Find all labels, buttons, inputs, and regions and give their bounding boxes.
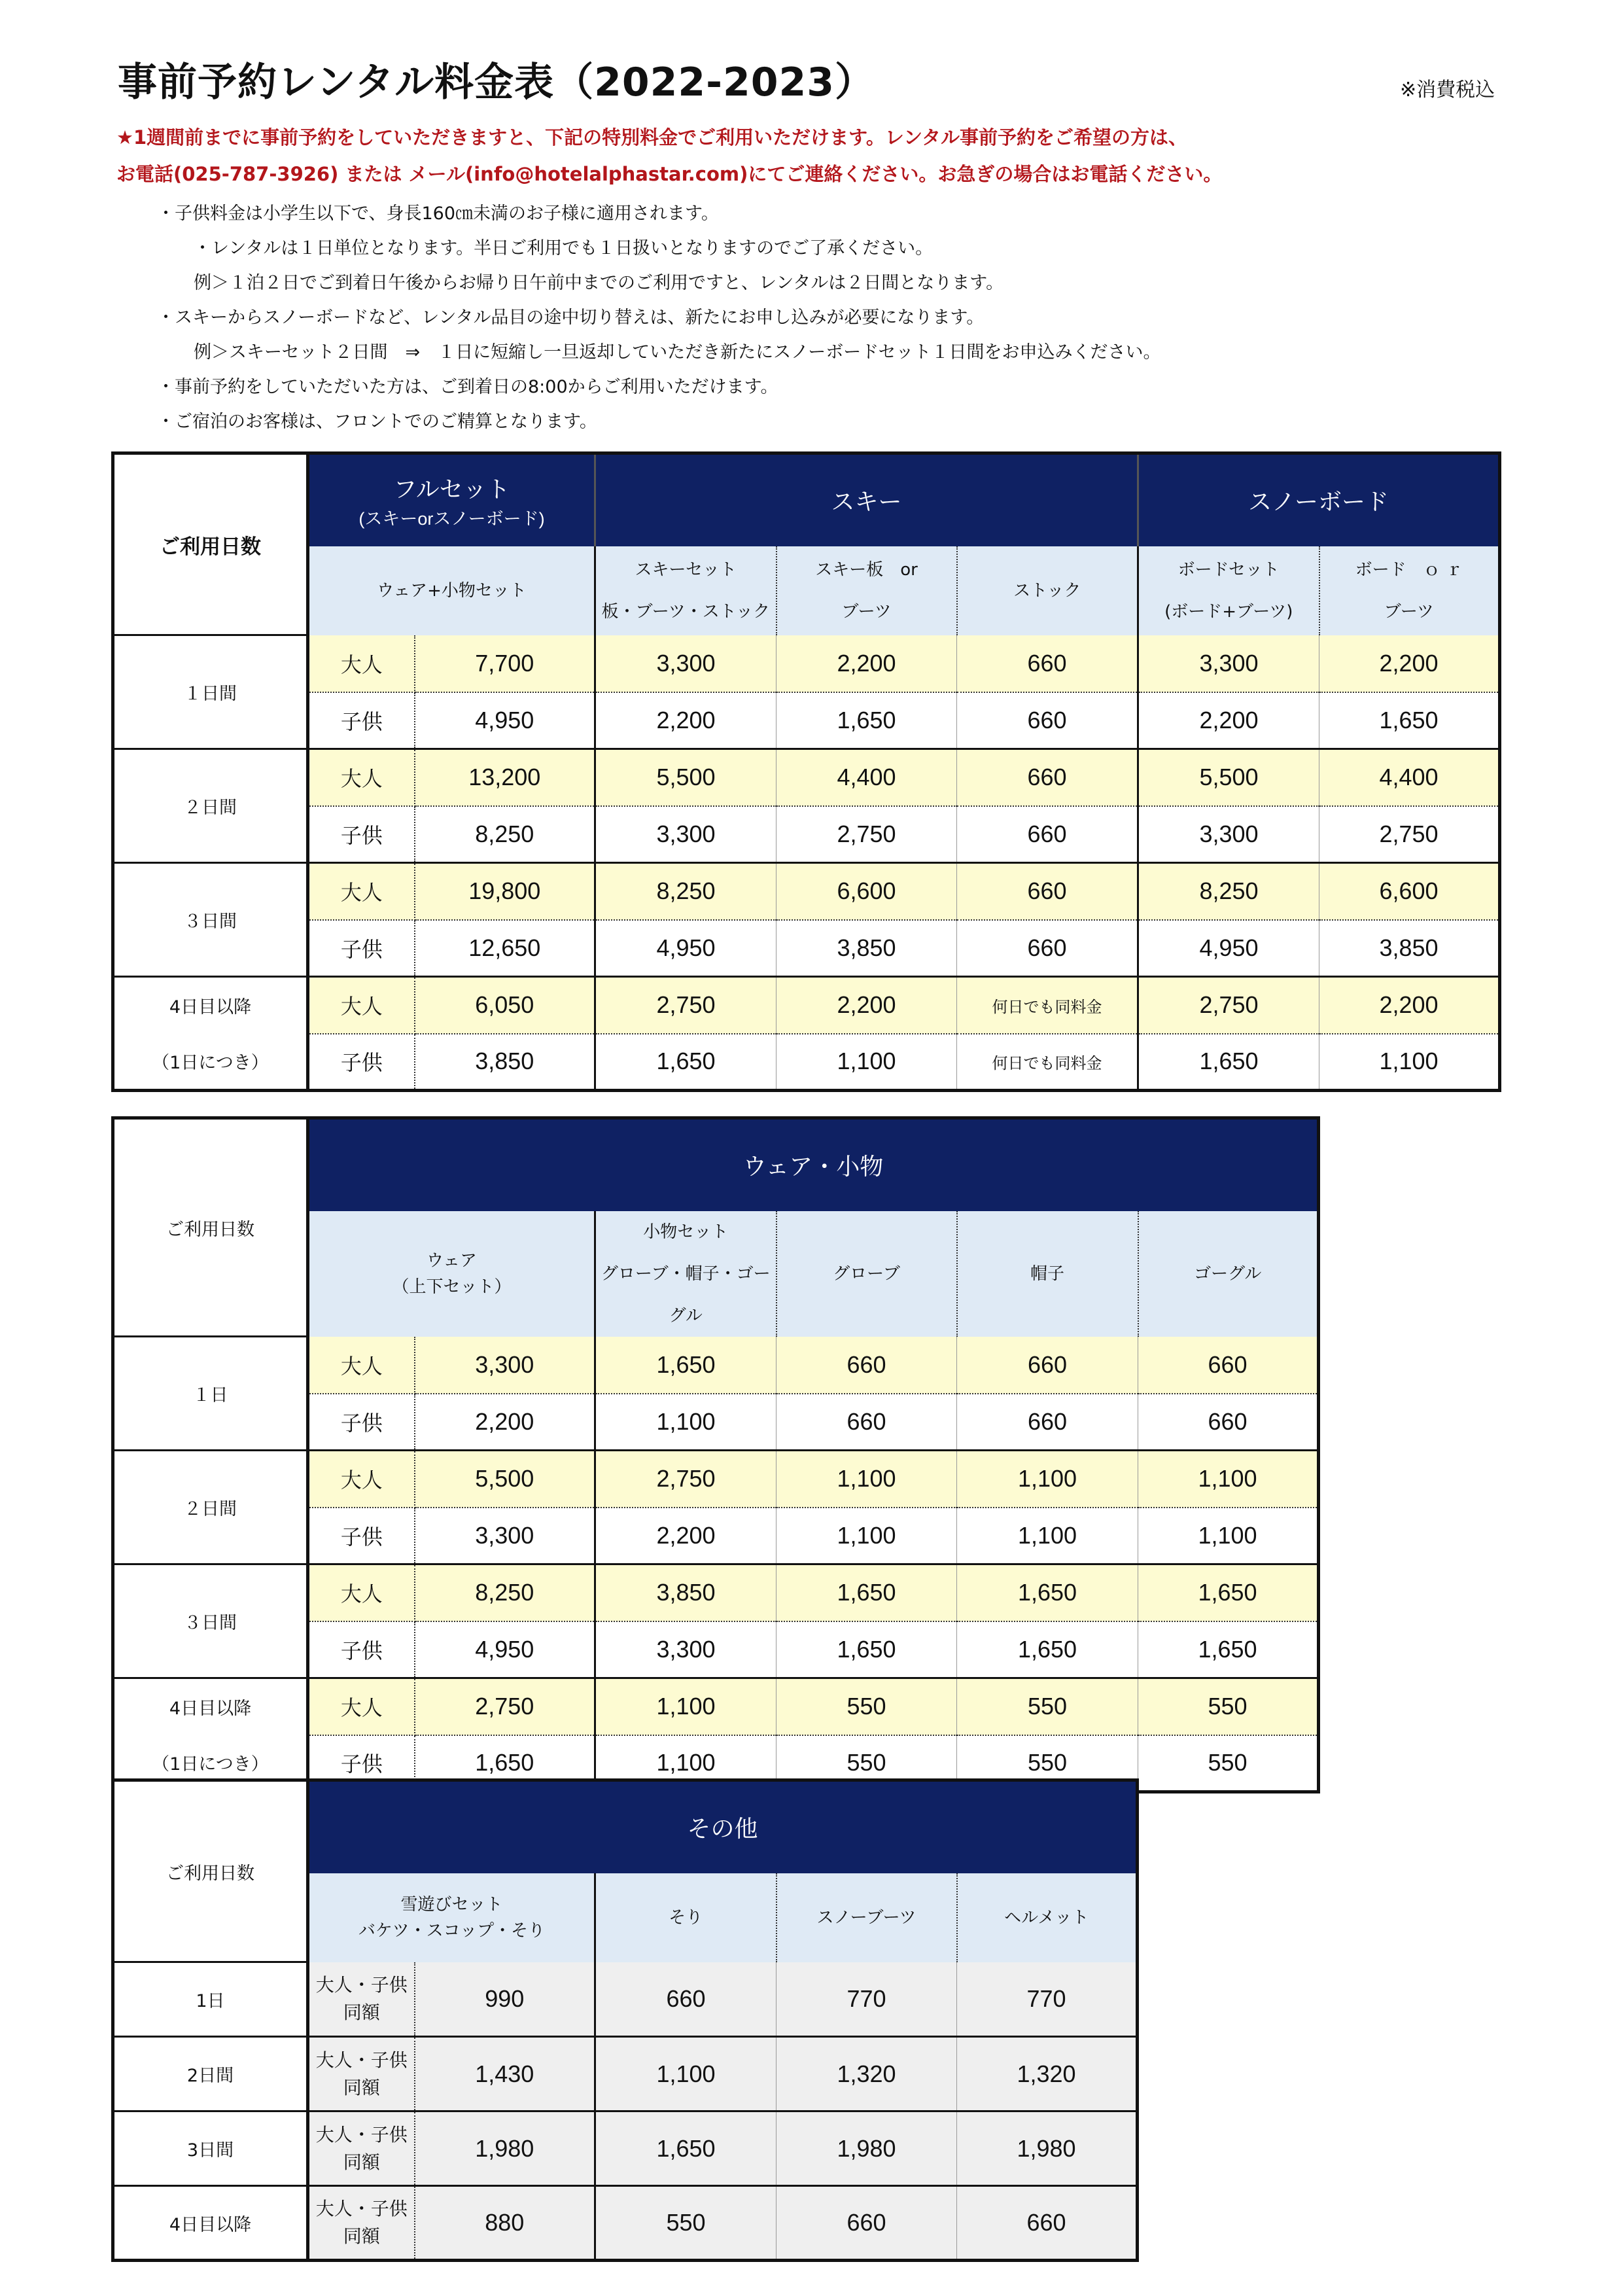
wear-accessory-rate-table — [111, 1116, 1320, 1793]
adult-label: 大人 — [308, 635, 415, 692]
price-cell: 6,600 — [1319, 863, 1500, 920]
note-item: ・子供料金は小学生以下で、身長160㎝未満のお子様に適用されます。 — [157, 203, 719, 224]
goggle-subheader: ゴーグル — [1138, 1211, 1319, 1337]
child-label: 子供 — [308, 692, 415, 749]
notes-list — [157, 196, 1161, 439]
board-subheader — [1319, 546, 1500, 635]
same-price-line1: 大人・子供 — [315, 2049, 408, 2071]
fullset-group-header — [308, 453, 595, 546]
adult-label: 大人 — [308, 1337, 415, 1394]
adult-label: 大人 — [308, 1564, 415, 1621]
table-row — [113, 2186, 1138, 2261]
snowboard-group-header: スノーボード — [1138, 453, 1500, 546]
price-cell: 3,300 — [415, 1508, 595, 1564]
price-cell: 2,200 — [595, 692, 777, 749]
price-cell: 2,200 — [415, 1394, 595, 1451]
price-cell: 2,750 — [777, 806, 957, 863]
helmet-subheader: ヘルメット — [957, 1873, 1138, 1962]
price-cell: 660 — [595, 1962, 777, 2037]
same-price-line1: 大人・子供 — [315, 1973, 408, 1996]
price-cell: 1,650 — [777, 1621, 957, 1678]
price-cell: 1,980 — [415, 2111, 595, 2186]
price-cell: 3,850 — [1319, 920, 1500, 977]
snowboots-subheader: スノーブーツ — [777, 1873, 957, 1962]
other-group-header: その他 — [308, 1780, 1138, 1873]
child-label: 子供 — [308, 806, 415, 863]
wear-group-header: ウェア・小物 — [308, 1118, 1319, 1211]
table-row — [113, 806, 1500, 863]
day-label: ２日間 — [184, 1499, 237, 1519]
same-price-label — [308, 2186, 415, 2261]
price-cell: 1,100 — [1138, 1451, 1319, 1508]
table-row — [113, 920, 1500, 977]
note-item: ・スキーからスノーボードなど、レンタル品目の途中切り替えは、新たにお申し込みが必要になります。 — [157, 308, 985, 328]
day-label-cell — [113, 1678, 308, 1792]
table-row — [113, 863, 1500, 920]
board-line1: ボード ｏ ｒ — [1355, 559, 1463, 580]
price-cell: 660 — [957, 635, 1138, 692]
price-cell: 5,500 — [1138, 749, 1319, 806]
price-cell: 550 — [957, 1678, 1138, 1735]
price-cell: 550 — [957, 1735, 1138, 1792]
price-cell: 13,200 — [415, 749, 595, 806]
price-cell: 3,300 — [415, 1337, 595, 1394]
same-price-line1: 大人・子供 — [315, 2123, 408, 2146]
day-label: ２日間 — [184, 798, 237, 818]
day-label: １日間 — [184, 684, 237, 704]
table-row — [113, 1034, 1500, 1091]
price-cell: 770 — [957, 1962, 1138, 2037]
notice-line: ★1週間前までに事前予約をしていただきますと、下記の特別料金でご利用いただけます。レンタル事前予約をご希望の方は、 — [116, 126, 1187, 149]
adult-label: 大人 — [308, 749, 415, 806]
price-cell: 1,650 — [1319, 692, 1500, 749]
day-label: ３日間 — [184, 911, 237, 932]
ski-board-line2: ブーツ — [841, 601, 892, 622]
price-cell: 1,650 — [1138, 1621, 1319, 1678]
price-cell: 2,200 — [1319, 977, 1500, 1034]
reservation-notice — [116, 119, 1556, 192]
price-cell: 1,100 — [1319, 1034, 1500, 1091]
price-cell: 5,500 — [415, 1451, 595, 1508]
price-cell: 8,250 — [415, 806, 595, 863]
price-cell: 660 — [777, 1394, 957, 1451]
child-label: 子供 — [308, 1735, 415, 1792]
price-cell: 1,650 — [1138, 1034, 1319, 1091]
price-cell: 4,950 — [595, 920, 777, 977]
snowplay-line1: 雪遊びセット — [400, 1894, 503, 1915]
price-cell: 6,050 — [415, 977, 595, 1034]
price-cell: 4,950 — [1138, 920, 1319, 977]
price-cell: 2,200 — [1138, 692, 1319, 749]
price-cell: 880 — [415, 2186, 595, 2261]
price-cell: 1,100 — [777, 1034, 957, 1091]
fullset-title: フルセット — [393, 475, 510, 503]
day-label-cell — [113, 635, 308, 749]
price-cell: 何日でも同料金 — [957, 977, 1138, 1034]
wear-subheader — [308, 1211, 595, 1337]
ski-board-subheader — [777, 546, 957, 635]
adult-label: 大人 — [308, 863, 415, 920]
table-row — [113, 977, 1500, 1034]
price-cell: 1,650 — [595, 1337, 777, 1394]
price-cell: 3,300 — [595, 1621, 777, 1678]
price-cell: 1,100 — [595, 1394, 777, 1451]
price-cell: 1,320 — [957, 2037, 1138, 2111]
price-cell: 1,100 — [777, 1451, 957, 1508]
accessory-set-subheader — [595, 1211, 777, 1337]
price-cell: 2,200 — [777, 977, 957, 1034]
day-label-cell — [113, 1451, 308, 1564]
days-header: ご利用日数 — [113, 1118, 308, 1337]
price-cell: 4,950 — [415, 692, 595, 749]
board-set-line2: (ボード+ブーツ) — [1164, 601, 1293, 622]
day-label-cell: 4日目以降 — [113, 2186, 308, 2261]
table-row — [113, 1564, 1319, 1621]
price-cell: 1,650 — [957, 1621, 1138, 1678]
price-cell: 1,650 — [957, 1564, 1138, 1621]
price-cell: 660 — [957, 1394, 1138, 1451]
day-sublabel: （1日につき） — [152, 1754, 269, 1775]
price-cell: 8,250 — [1138, 863, 1319, 920]
day-label-cell — [113, 749, 308, 863]
price-cell: 1,320 — [777, 2037, 957, 2111]
board-line2: ブーツ — [1384, 601, 1434, 622]
price-cell: 2,750 — [1138, 977, 1319, 1034]
price-cell: 660 — [957, 692, 1138, 749]
same-price-line2: 同額 — [343, 2076, 380, 2098]
price-cell: 660 — [957, 920, 1138, 977]
price-cell: 2,200 — [595, 1508, 777, 1564]
fullset-subtitle: (スキーorスノーボード) — [358, 508, 545, 529]
price-cell: 19,800 — [415, 863, 595, 920]
table-row — [113, 1337, 1319, 1394]
price-cell: 1,980 — [957, 2111, 1138, 2186]
day-label-cell: 1日 — [113, 1962, 308, 2037]
days-header: ご利用日数 — [113, 1780, 308, 1962]
price-cell: 4,400 — [777, 749, 957, 806]
price-cell: 3,850 — [777, 920, 957, 977]
price-cell: 660 — [1138, 1394, 1319, 1451]
note-item: ・レンタルは１日単位となります。半日ご利用でも１日扱いとなりますのでご了承ください。 — [194, 238, 934, 258]
price-cell: 1,650 — [595, 2111, 777, 2186]
price-cell: 550 — [1138, 1735, 1319, 1792]
day-label-cell — [113, 977, 308, 1091]
note-item: ・ご宿泊のお客様は、フロントでのご精算となります。 — [157, 412, 597, 432]
price-cell: 660 — [957, 749, 1138, 806]
price-cell: 1,430 — [415, 2037, 595, 2111]
adult-label: 大人 — [308, 1678, 415, 1735]
day-label-cell — [113, 863, 308, 977]
price-cell: 3,850 — [415, 1034, 595, 1091]
snowplay-subheader — [308, 1873, 595, 1962]
same-price-line2: 同額 — [343, 2151, 380, 2173]
price-cell: 550 — [1138, 1678, 1319, 1735]
table-row — [113, 2111, 1138, 2186]
same-price-label — [308, 1962, 415, 2037]
price-cell: 4,950 — [415, 1621, 595, 1678]
price-cell: 7,700 — [415, 635, 595, 692]
price-cell: 3,300 — [595, 806, 777, 863]
child-label: 子供 — [308, 1034, 415, 1091]
price-cell: 990 — [415, 1962, 595, 2037]
adult-label: 大人 — [308, 977, 415, 1034]
price-cell: 1,650 — [1138, 1564, 1319, 1621]
price-cell: 660 — [957, 863, 1138, 920]
board-set-line1: ボードセット — [1178, 559, 1280, 580]
accessory-line2: グローブ・帽子・ゴーグル — [601, 1263, 771, 1326]
price-cell: 1,100 — [595, 2037, 777, 2111]
child-label: 子供 — [308, 920, 415, 977]
sled-subheader: そり — [595, 1873, 777, 1962]
accessory-line1: 小物セット — [643, 1222, 729, 1242]
price-cell: 660 — [957, 806, 1138, 863]
price-cell: 1,650 — [595, 1034, 777, 1091]
table-row — [113, 2037, 1138, 2111]
table-row — [113, 1962, 1138, 2037]
wear-line2: （上下セット） — [392, 1277, 512, 1297]
day-sublabel: （1日につき） — [152, 1053, 269, 1073]
price-cell: 550 — [595, 2186, 777, 2261]
board-set-subheader — [1138, 546, 1319, 635]
price-cell: 660 — [957, 1337, 1138, 1394]
day-label: ３日間 — [184, 1613, 237, 1633]
table-row — [113, 1451, 1319, 1508]
note-item: 例＞スキーセット２日間 ⇒ １日に短縮し一旦返却していただき新たにスノーボードセット１日間をお申込みください。 — [194, 342, 1161, 362]
price-cell: 3,300 — [1138, 635, 1319, 692]
child-label: 子供 — [308, 1508, 415, 1564]
price-cell: 1,100 — [957, 1451, 1138, 1508]
same-price-line1: 大人・子供 — [315, 2198, 408, 2219]
price-cell: 660 — [957, 2186, 1138, 2261]
ski-group-header: スキー — [595, 453, 1138, 546]
wear-line1: ウェア — [427, 1250, 477, 1271]
ski-snowboard-rate-table — [111, 451, 1501, 1092]
tax-note: ※消費税込 — [1400, 79, 1495, 101]
ski-set-line1: スキーセット — [635, 559, 737, 580]
price-cell: 2,750 — [595, 1451, 777, 1508]
day-label: 4日目以降 — [169, 997, 252, 1017]
price-cell: 660 — [777, 1337, 957, 1394]
table-row — [113, 749, 1500, 806]
table-row — [113, 635, 1500, 692]
day-label-cell: 2日間 — [113, 2037, 308, 2111]
same-price-label — [308, 2111, 415, 2186]
price-cell: 1,650 — [777, 1564, 957, 1621]
price-cell: 660 — [1138, 1337, 1319, 1394]
price-cell: 770 — [777, 1962, 957, 2037]
price-cell: 2,750 — [415, 1678, 595, 1735]
day-label: １日 — [192, 1385, 228, 1405]
hat-subheader: 帽子 — [957, 1211, 1138, 1337]
table-row — [113, 1678, 1319, 1735]
price-cell: 6,600 — [777, 863, 957, 920]
price-cell: 2,200 — [1319, 635, 1500, 692]
price-cell: 1,100 — [957, 1508, 1138, 1564]
table-row — [113, 692, 1500, 749]
ski-set-subheader — [595, 546, 777, 635]
price-cell: 5,500 — [595, 749, 777, 806]
price-cell: 3,300 — [595, 635, 777, 692]
price-cell: 12,650 — [415, 920, 595, 977]
child-label: 子供 — [308, 1621, 415, 1678]
price-cell: 8,250 — [415, 1564, 595, 1621]
price-cell: 3,300 — [1138, 806, 1319, 863]
price-cell: 1,650 — [415, 1735, 595, 1792]
price-cell: 2,750 — [595, 977, 777, 1034]
snowplay-line2: バケツ・スコップ・そり — [358, 1920, 546, 1941]
price-cell: 1,650 — [777, 692, 957, 749]
fullset-subheader: ウェア+小物セット — [308, 546, 595, 635]
glove-subheader: グローブ — [777, 1211, 957, 1337]
note-item: 例＞１泊２日でご到着日午後からお帰り日午前中までのご利用ですと、レンタルは２日間となります。 — [194, 273, 1004, 293]
price-cell: 4,400 — [1319, 749, 1500, 806]
price-cell: 8,250 — [595, 863, 777, 920]
other-rate-table — [111, 1778, 1139, 2262]
day-label-cell — [113, 1564, 308, 1678]
price-cell: 1,100 — [595, 1678, 777, 1735]
price-cell: 660 — [777, 2186, 957, 2261]
ski-set-line2: 板・ブーツ・ストック — [601, 601, 770, 622]
day-label-cell — [113, 1337, 308, 1451]
price-cell: 550 — [777, 1735, 957, 1792]
price-cell: 1,980 — [777, 2111, 957, 2186]
same-price-label — [308, 2037, 415, 2111]
price-cell: 550 — [777, 1678, 957, 1735]
stock-subheader: ストック — [957, 546, 1138, 635]
child-label: 子供 — [308, 1394, 415, 1451]
adult-label: 大人 — [308, 1451, 415, 1508]
ski-board-line1: スキー板 or — [815, 559, 918, 580]
price-cell: 何日でも同料金 — [957, 1034, 1138, 1091]
price-cell: 1,100 — [1138, 1508, 1319, 1564]
price-cell: 2,750 — [1319, 806, 1500, 863]
price-cell: 1,100 — [777, 1508, 957, 1564]
price-cell: 2,200 — [777, 635, 957, 692]
day-label-cell: 3日間 — [113, 2111, 308, 2186]
price-cell: 1,100 — [595, 1735, 777, 1792]
same-price-line2: 同額 — [343, 2225, 380, 2247]
days-header: ご利用日数 — [113, 453, 308, 635]
same-price-line2: 同額 — [343, 2001, 380, 2023]
day-label: 4日目以降 — [169, 1699, 252, 1719]
price-cell: 3,850 — [595, 1564, 777, 1621]
notice-line: お電話(025-787-3926) または メール(info@hotelalphastar.com)にてご連絡ください。お急ぎの場合はお電話ください。 — [116, 163, 1223, 185]
page-title: 事前予約レンタル料金表（2022-2023） — [118, 60, 875, 105]
note-item: ・事前予約をしていただいた方は、ご到着日の8:00からご利用いただけます。 — [157, 377, 778, 397]
